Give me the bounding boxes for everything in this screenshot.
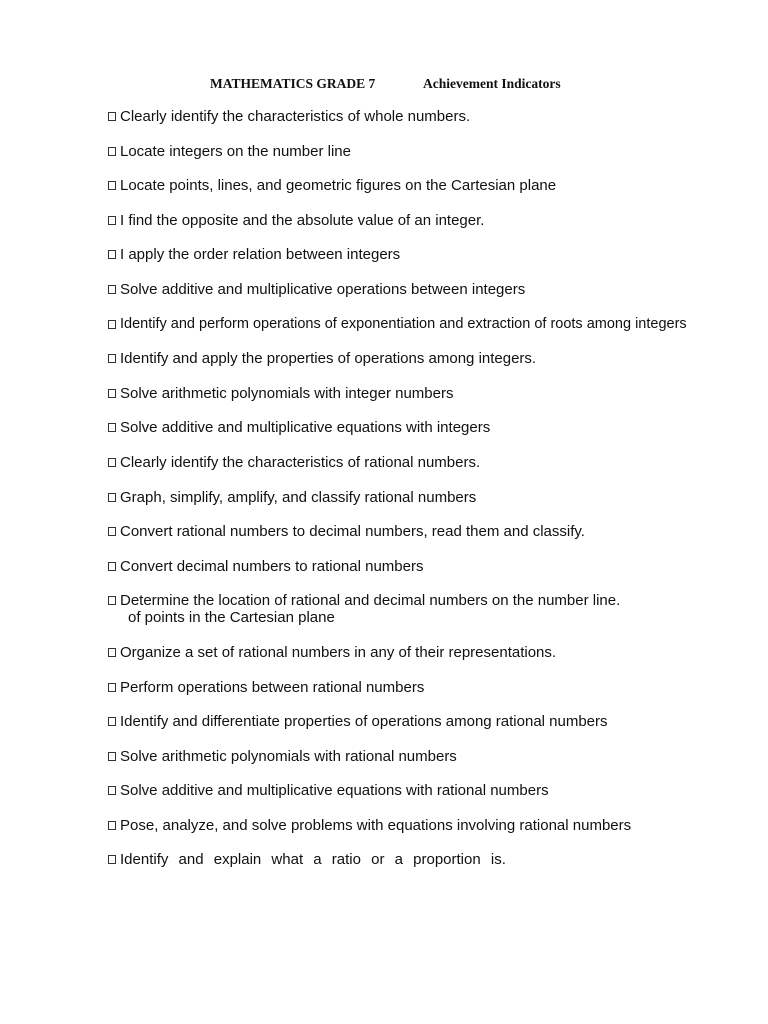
list-item — [107, 281, 747, 298]
checkbox-icon[interactable] — [108, 181, 116, 190]
checkbox-icon[interactable] — [108, 389, 116, 398]
checkbox-icon[interactable] — [108, 216, 116, 225]
indicator-text: Organize a set of rational numbers in any of their representations. — [120, 643, 557, 661]
list-item — [107, 817, 747, 834]
checkbox-icon[interactable] — [108, 493, 116, 502]
indicator-text: Solve arithmetic polynomials with rational numbers — [120, 747, 457, 765]
indicator-text: Identify and explain what a ratio or a proportion is. — [120, 851, 506, 869]
indicator-text: I find the opposite and the absolute value of an integer. — [120, 211, 485, 229]
indicator-text-block — [120, 592, 620, 626]
indicator-text: Graph, simplify, amplify, and classify rational numbers — [120, 488, 477, 506]
checkbox-icon[interactable] — [108, 855, 116, 864]
checkbox-icon[interactable] — [108, 527, 116, 536]
indicator-text: Convert decimal numbers to rational numbers — [120, 557, 424, 575]
list-item — [107, 558, 747, 575]
checkbox-icon[interactable] — [108, 596, 116, 605]
indicator-text: Locate integers on the number line — [120, 142, 351, 160]
checkbox-icon[interactable] — [108, 320, 116, 329]
checkbox-icon[interactable] — [108, 147, 116, 156]
list-item — [107, 419, 747, 436]
checkbox-icon[interactable] — [108, 562, 116, 571]
indicator-text: Perform operations between rational numbers — [120, 678, 425, 696]
checkbox-icon[interactable] — [108, 683, 116, 692]
checkbox-icon[interactable] — [108, 423, 116, 432]
list-item — [107, 713, 747, 730]
list-item — [107, 350, 747, 367]
checkbox-icon[interactable] — [108, 250, 116, 259]
section-title: Achievement Indicators — [423, 76, 561, 91]
list-item — [107, 108, 747, 125]
document-header — [0, 76, 768, 96]
indicator-text: Determine the location of rational and decimal numbers on the number line. — [120, 592, 621, 610]
checkbox-icon[interactable] — [108, 112, 116, 121]
checkbox-icon[interactable] — [108, 717, 116, 726]
document-title: MATHEMATICS GRADE 7 — [210, 76, 376, 91]
checkbox-icon[interactable] — [108, 821, 116, 830]
list-item — [107, 143, 747, 160]
indicator-text: Identify and apply the properties of operations among integers. — [120, 350, 537, 368]
indicator-text: Clearly identify the characteristics of rational numbers. — [120, 453, 481, 471]
list-item — [107, 454, 747, 471]
checkbox-icon[interactable] — [108, 648, 116, 657]
indicator-text: Solve additive and multiplicative equations with rational numbers — [120, 782, 549, 800]
checkbox-icon[interactable] — [108, 458, 116, 467]
list-item — [107, 782, 747, 799]
list-item — [107, 644, 747, 661]
list-item — [107, 679, 747, 696]
indicator-text: Identify and differentiate properties of operations among rational numbers — [120, 713, 608, 731]
list-item — [107, 851, 747, 868]
indicator-text: I apply the order relation between integers — [120, 246, 401, 264]
list-item — [107, 592, 747, 626]
list-item — [107, 212, 747, 229]
indicator-text: Solve additive and multiplicative equations with integers — [120, 419, 491, 437]
indicator-text: Solve additive and multiplicative operations between integers — [120, 280, 526, 298]
list-item — [107, 177, 747, 194]
list-item — [107, 523, 747, 540]
indicator-text: Identify and perform operations of exponentiation and extraction of roots among integers — [120, 315, 687, 332]
indicator-text: Locate points, lines, and geometric figures on the Cartesian plane — [120, 177, 557, 195]
checkbox-icon[interactable] — [108, 752, 116, 761]
list-item — [107, 246, 747, 263]
list-item — [107, 316, 747, 333]
checkbox-icon[interactable] — [108, 786, 116, 795]
list-item — [107, 748, 747, 765]
list-item — [107, 385, 747, 402]
indicator-text: Convert rational numbers to decimal numbers, read them and classify. — [120, 523, 585, 541]
checkbox-icon[interactable] — [108, 285, 116, 294]
achievement-indicators-list — [107, 108, 747, 886]
indicator-text: Pose, analyze, and solve problems with equations involving rational numbers — [120, 816, 632, 834]
indicator-text: Solve arithmetic polynomials with integer numbers — [120, 384, 454, 402]
checkbox-icon[interactable] — [108, 354, 116, 363]
list-item — [107, 489, 747, 506]
indicator-text-continuation: of points in the Cartesian plane — [128, 609, 335, 627]
indicator-text: Clearly identify the characteristics of whole numbers. — [120, 108, 471, 125]
